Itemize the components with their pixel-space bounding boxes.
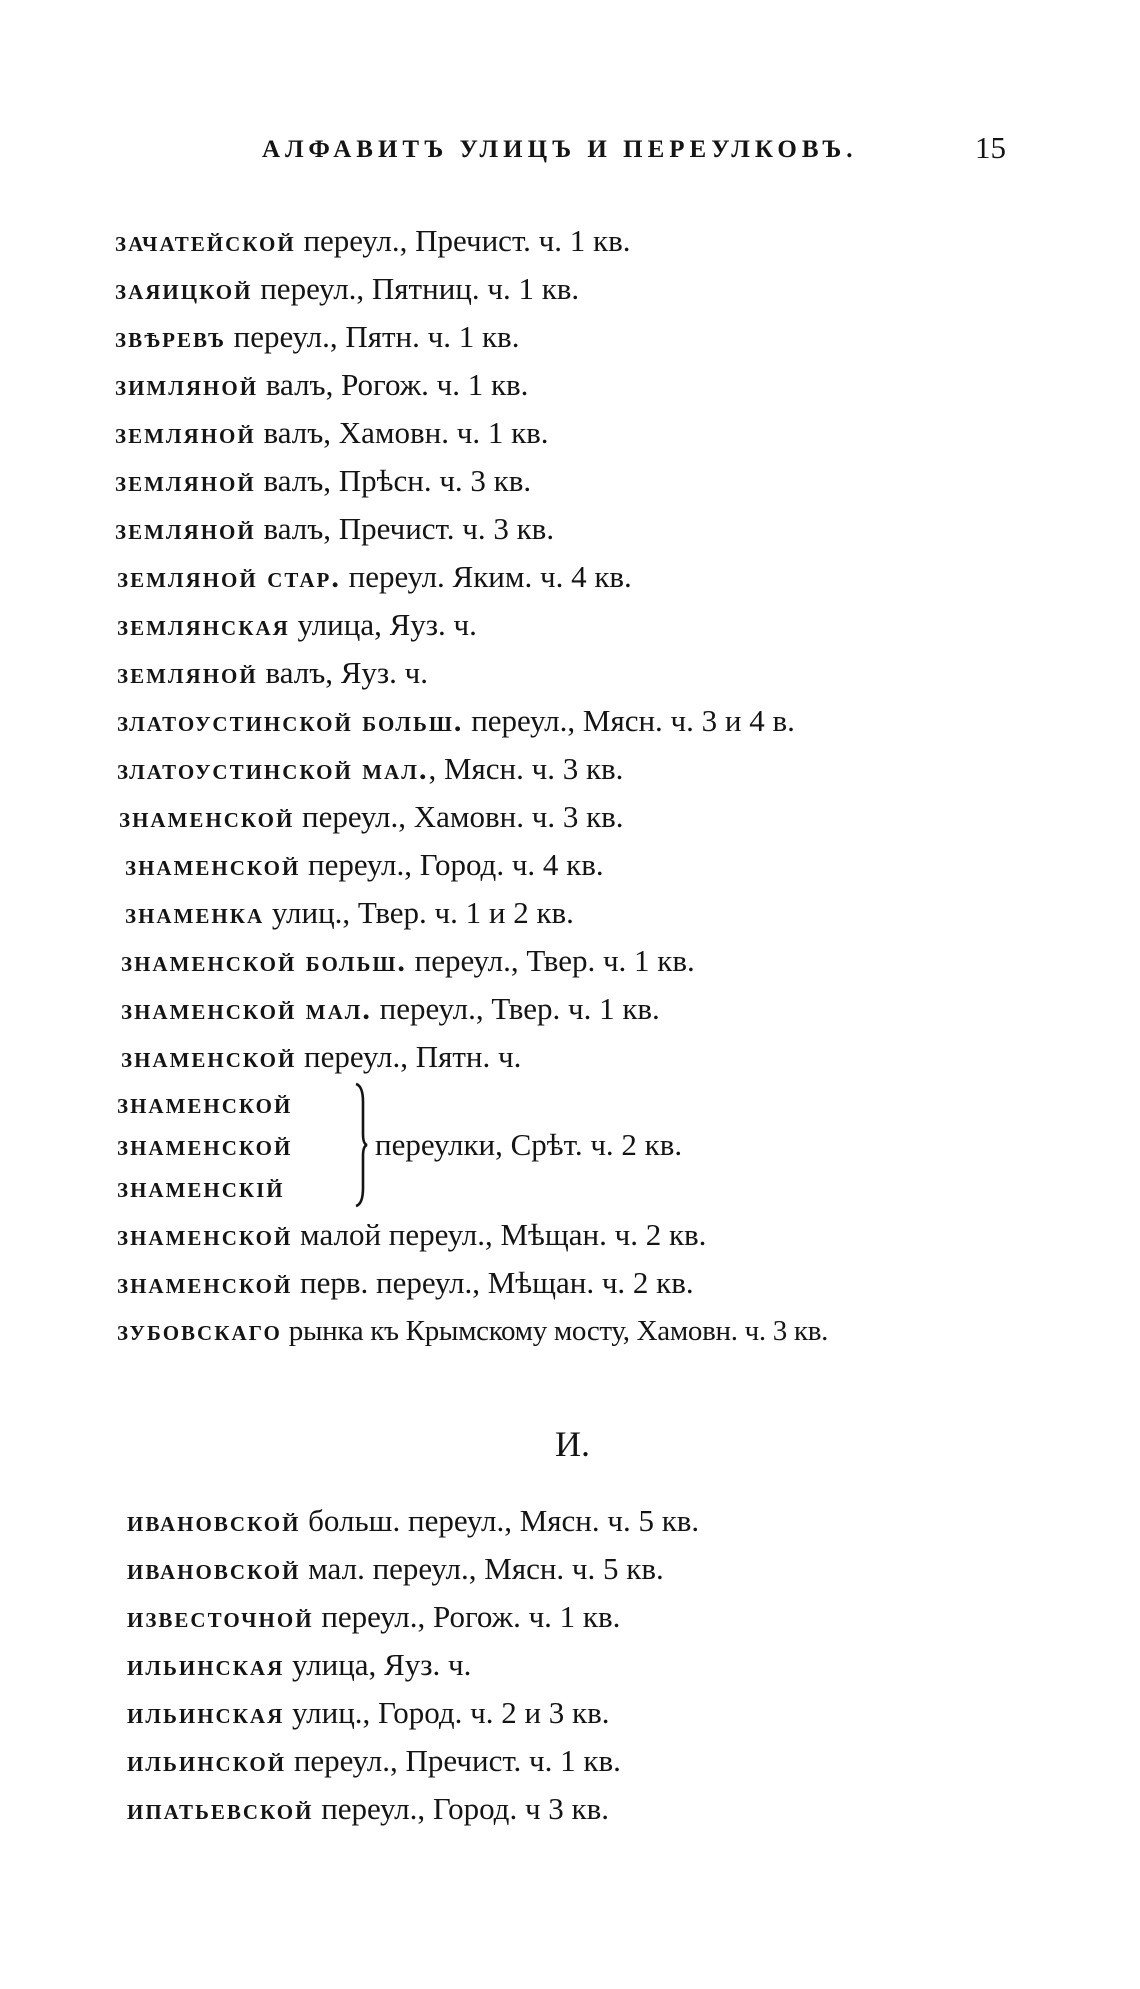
street-details: переул., Мясн. ч. 3 и 4 в. bbox=[471, 703, 795, 738]
list-item bbox=[117, 557, 632, 598]
street-details: рынка къ Крымскому мосту, Хамовн. ч. 3 кв. bbox=[288, 1315, 829, 1347]
list-item bbox=[117, 653, 428, 694]
street-details: валъ, Рогож. ч. 1 кв. bbox=[265, 367, 529, 402]
curly-brace-icon bbox=[354, 1082, 368, 1208]
street-details: малой переул., Мѣщан. ч. 2 кв. bbox=[300, 1217, 707, 1252]
street-name: ивановской bbox=[127, 1553, 301, 1586]
street-details: , Мясн. ч. 3 кв. bbox=[428, 751, 624, 786]
street-details: переул., Твер. ч. 1 кв. bbox=[379, 991, 660, 1026]
list-item bbox=[117, 1311, 828, 1351]
list-item bbox=[117, 1215, 706, 1256]
street-details: валъ, Яуз. ч. bbox=[265, 655, 429, 690]
street-details: улица, Яуз. ч. bbox=[297, 607, 477, 642]
street-details: переул., Город. ч 3 кв. bbox=[321, 1791, 609, 1826]
street-name: знаменской больш. bbox=[121, 945, 407, 978]
street-name: ипатьевской bbox=[127, 1793, 314, 1826]
street-details: переул., Рогож. ч. 1 кв. bbox=[321, 1599, 621, 1634]
street-details: улиц., Город. ч. 2 и 3 кв. bbox=[292, 1695, 610, 1730]
list-item bbox=[117, 605, 477, 646]
street-details: перв. переул., Мѣщан. ч. 2 кв. bbox=[300, 1265, 694, 1300]
list-item bbox=[127, 1597, 620, 1638]
list-item bbox=[115, 317, 519, 358]
brace-group-name: знаменскій bbox=[117, 1171, 285, 1204]
street-name: ивановской bbox=[127, 1505, 301, 1538]
page-number: 15 bbox=[975, 130, 1006, 165]
running-title: АЛФАВИТЪ УЛИЦЪ И ПЕРЕУЛКОВЪ. bbox=[262, 136, 858, 163]
street-details: улица, Яуз. ч. bbox=[292, 1647, 472, 1682]
street-details: переул., Пятн. ч. 1 кв. bbox=[233, 319, 520, 354]
list-item bbox=[115, 413, 549, 454]
street-details: переул., Хамовн. ч. 3 кв. bbox=[302, 799, 624, 834]
street-name: землянская bbox=[117, 609, 290, 642]
street-name: знаменской bbox=[119, 801, 295, 834]
street-details: мал. переул., Мясн. ч. 5 кв. bbox=[308, 1551, 664, 1586]
list-item bbox=[115, 461, 531, 502]
street-details: улиц., Твер. ч. 1 и 2 кв. bbox=[271, 895, 574, 930]
street-name: звѣревъ bbox=[115, 321, 226, 354]
list-item bbox=[127, 1501, 699, 1542]
street-name: заяицкой bbox=[115, 273, 253, 306]
street-name: земляной bbox=[115, 513, 256, 546]
list-item bbox=[119, 797, 624, 838]
list-item bbox=[125, 893, 574, 934]
list-item bbox=[117, 749, 623, 790]
street-name: зимляной bbox=[115, 369, 259, 402]
street-details: валъ, Хамовн. ч. 1 кв. bbox=[263, 415, 549, 450]
list-item bbox=[125, 845, 604, 886]
list-item bbox=[127, 1789, 609, 1830]
street-name: зачатейской bbox=[115, 225, 296, 258]
street-details: валъ, Пречист. ч. 3 кв. bbox=[263, 511, 555, 546]
street-name: известочной bbox=[127, 1601, 314, 1634]
list-item bbox=[127, 1549, 664, 1590]
list-item bbox=[115, 509, 554, 550]
list-item bbox=[115, 365, 528, 406]
street-name: знаменской мал. bbox=[121, 993, 372, 1026]
list-item bbox=[117, 1263, 694, 1304]
street-name: ильинская bbox=[127, 1649, 285, 1682]
list-item bbox=[115, 221, 630, 262]
street-name: знаменской bbox=[117, 1219, 293, 1252]
list-item bbox=[127, 1741, 621, 1782]
street-name: земляной bbox=[115, 465, 256, 498]
street-name: знаменской bbox=[125, 849, 301, 882]
street-details: переул., Пречист. ч. 1 кв. bbox=[293, 1743, 621, 1778]
street-details: переул., Твер. ч. 1 кв. bbox=[414, 943, 695, 978]
street-details: переул., Пречист. ч. 1 кв. bbox=[303, 223, 631, 258]
list-item bbox=[121, 941, 695, 982]
street-details: переул., Пятниц. ч. 1 кв. bbox=[260, 271, 580, 306]
street-name: ильинской bbox=[127, 1745, 287, 1778]
street-name: знаменской bbox=[117, 1267, 293, 1300]
list-item bbox=[121, 1037, 521, 1078]
street-name: земляной стар. bbox=[117, 561, 341, 594]
list-item bbox=[127, 1645, 471, 1686]
street-details: переул. Яким. ч. 4 кв. bbox=[348, 559, 632, 594]
street-name: ильинская bbox=[127, 1697, 285, 1730]
list-item bbox=[127, 1693, 610, 1734]
street-name: зубовскаго bbox=[117, 1314, 282, 1347]
street-name: земляной bbox=[117, 657, 258, 690]
brace-group-name: знаменской bbox=[117, 1129, 293, 1162]
list-item bbox=[121, 989, 660, 1030]
street-details: переул., Город. ч. 4 кв. bbox=[308, 847, 604, 882]
brace-group-shared-text: переулки, Срѣт. ч. 2 кв. bbox=[375, 1127, 683, 1162]
street-name: златоустинской больш. bbox=[117, 705, 464, 738]
street-details: больш. переул., Мясн. ч. 5 кв. bbox=[308, 1503, 700, 1538]
street-name: знаменка bbox=[125, 897, 265, 930]
list-item bbox=[115, 269, 579, 310]
brace-group-name: знаменской bbox=[117, 1087, 293, 1120]
street-details: валъ, Прѣсн. ч. 3 кв. bbox=[263, 463, 532, 498]
street-name: земляной bbox=[115, 417, 256, 450]
list-item bbox=[117, 701, 795, 742]
street-name: златоустинской мал. bbox=[117, 753, 429, 786]
street-details: переул., Пятн. ч. bbox=[304, 1039, 522, 1074]
section-heading: И. bbox=[555, 1424, 590, 1464]
street-name: знаменской bbox=[121, 1041, 297, 1074]
